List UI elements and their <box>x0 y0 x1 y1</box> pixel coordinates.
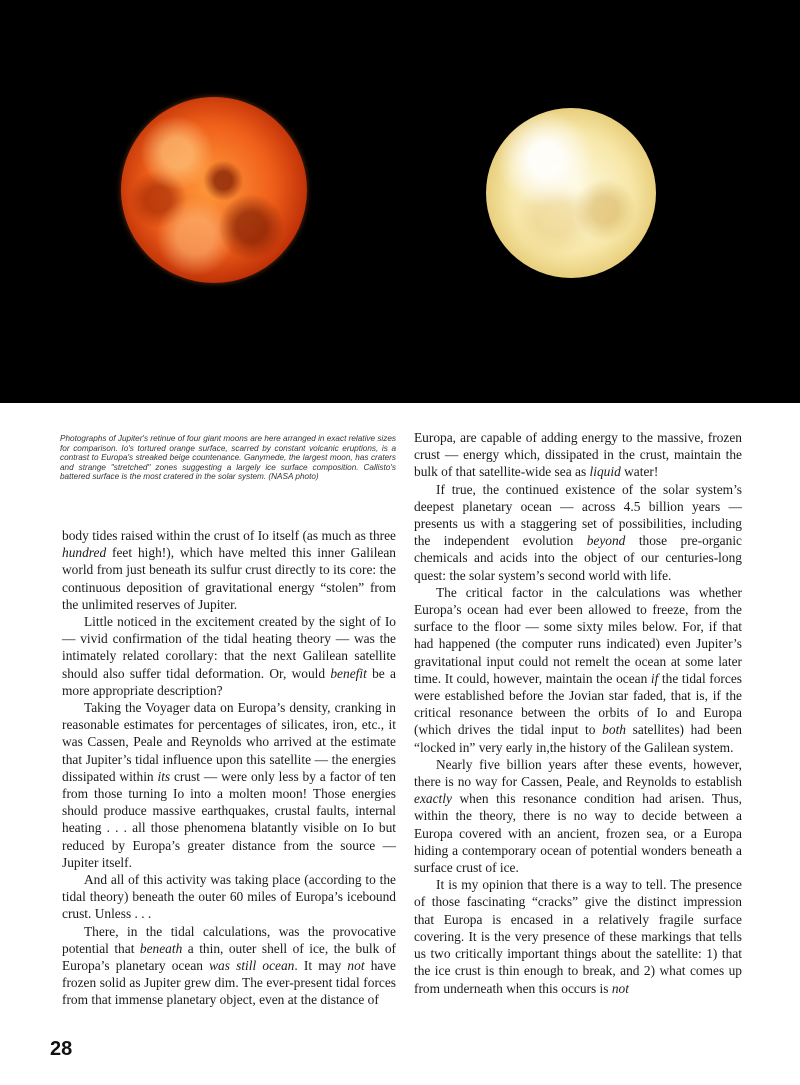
left-text-column <box>62 527 396 1009</box>
paragraph: Nearly five billion years after these events, however, there is no way for Cassen, Peale, and Reynolds to establish exactly when this resonance condition had arisen. Thus, within the theory, there is no way to decide between a Europa covered with an ancient, frozen sea, or a Europa hiding a contemporary ocean of potential wonders beneath a surface crust of ice. <box>414 756 742 876</box>
italic-run: beneath <box>139 940 183 956</box>
italic-run: both <box>602 722 626 738</box>
paragraph: body tides raised within the crust of Io itself (as much as three hundred feet high!), which have melted this inner Galilean world from just beneath its sulfur crust directly to its core: the continuous deposition of gravitational energy “stolen” from the unlimited reserves of Jupiter. <box>62 528 396 612</box>
italic-run: if <box>650 670 659 686</box>
italic-run: benefit <box>330 665 367 681</box>
io-moon-image <box>121 97 307 283</box>
italic-run: its <box>157 768 171 784</box>
page-number: 28 <box>50 1038 73 1060</box>
paragraph: If true, the continued existence of the solar system’s deepest planetary ocean — across 4.5 billion years — presents us with a staggering set of possibilities, including the independent evolution beyond those pre-organic chemicals and acids into the object of our centuries-long quest: the solar system’s second world with life. <box>414 481 742 583</box>
italic-run: liquid <box>589 464 621 480</box>
paragraph: Little noticed in the excitement created by the sight of Io — vivid confirmation of the tidal heating theory — was the intimately related corollary: that the next Galilean satellite should also suffer tidal deformation. Or, would benefit be a more appropriate description? <box>62 614 396 698</box>
moons-photograph <box>0 0 800 403</box>
europa-moon-image <box>486 108 656 278</box>
italic-run: hundred <box>62 545 107 561</box>
paragraph: Taking the Voyager data on Europa’s density, cranking in reasonable estimates for percentages of silicates, iron, etc., it was Cassen, Peale and Reynolds who arrived at the estimate that Jupiter’s tidal influence upon this satellite — the energies dissipated within its crust — were only less by a factor of ten from those turning Io into a molten moon! Those energies should produce massive earthquakes, crustal faults, internal heating . . . all those phenomena blatantly visible on Io but reduced by Europa’s greater distance from the source — Jupiter itself. <box>62 700 397 870</box>
paragraph: The critical factor in the calculations was whether Europa’s ocean had ever been allowed to freeze, from the surface to the floor — some sixty miles below. For, if that had happened (the computer runs indicated) even Jupiter’s gravitational input could not remelt the ocean at some later time. It could, however, maintain the ocean if the tidal forces were established before the Jovian star faded, that is, if the critical resonance between the orbits of Io and Europa (which drives the tidal input to both satellites) had been “locked in” very early in,the history of the Galilean system. <box>414 584 742 755</box>
italic-run: not <box>347 958 365 974</box>
italic-run: was still ocean <box>209 958 295 974</box>
italic-run: not <box>611 980 629 996</box>
photo-caption: Photographs of Jupiter's retinue of four giant moons are here arranged in exact relative sizes for comparison. Io's tortured orange surface, scarred by constant volcanic eruptions, is a contrast to Europa's streaked beige countenance. Ganymede, the largest moon, has craters and strange "stretched" zones suggesting a largely ice surface composition. Callisto's battered surface is the most cratered in the solar system. (NASA photo) <box>60 434 396 482</box>
italic-run: exactly <box>414 791 452 807</box>
right-text-column <box>414 429 742 997</box>
paragraph: And all of this activity was taking place (according to the tidal theory) beneath the outer 60 miles of Europa’s icebound crust. Unless . . . <box>62 872 396 922</box>
italic-run: beyond <box>586 533 626 549</box>
paragraph: It is my opinion that there is a way to tell. The presence of those fascinating “cracks” give the distinct impression that Europa is encased in a relatively fragile surface covering. It is the very presence of these markings that tells us two critically important things about the satellite: 1) that the ice crust is thin enough to break, and 2) what comes up from underneath when this occurs is not <box>414 877 742 996</box>
paragraph: There, in the tidal calculations, was the provocative potential that beneath a thin, outer shell of ice, the bulk of Europa’s planetary ocean was still ocean. It may not have frozen solid as Jupiter grew dim. The ever-present tidal forces from that immense planetary object, even at the distance of <box>62 923 396 1008</box>
paragraph: Europa, are capable of adding energy to the massive, frozen crust — energy which, dissipated in the crust, maintain the bulk of that satellite-wide sea as liquid water! <box>414 430 742 480</box>
